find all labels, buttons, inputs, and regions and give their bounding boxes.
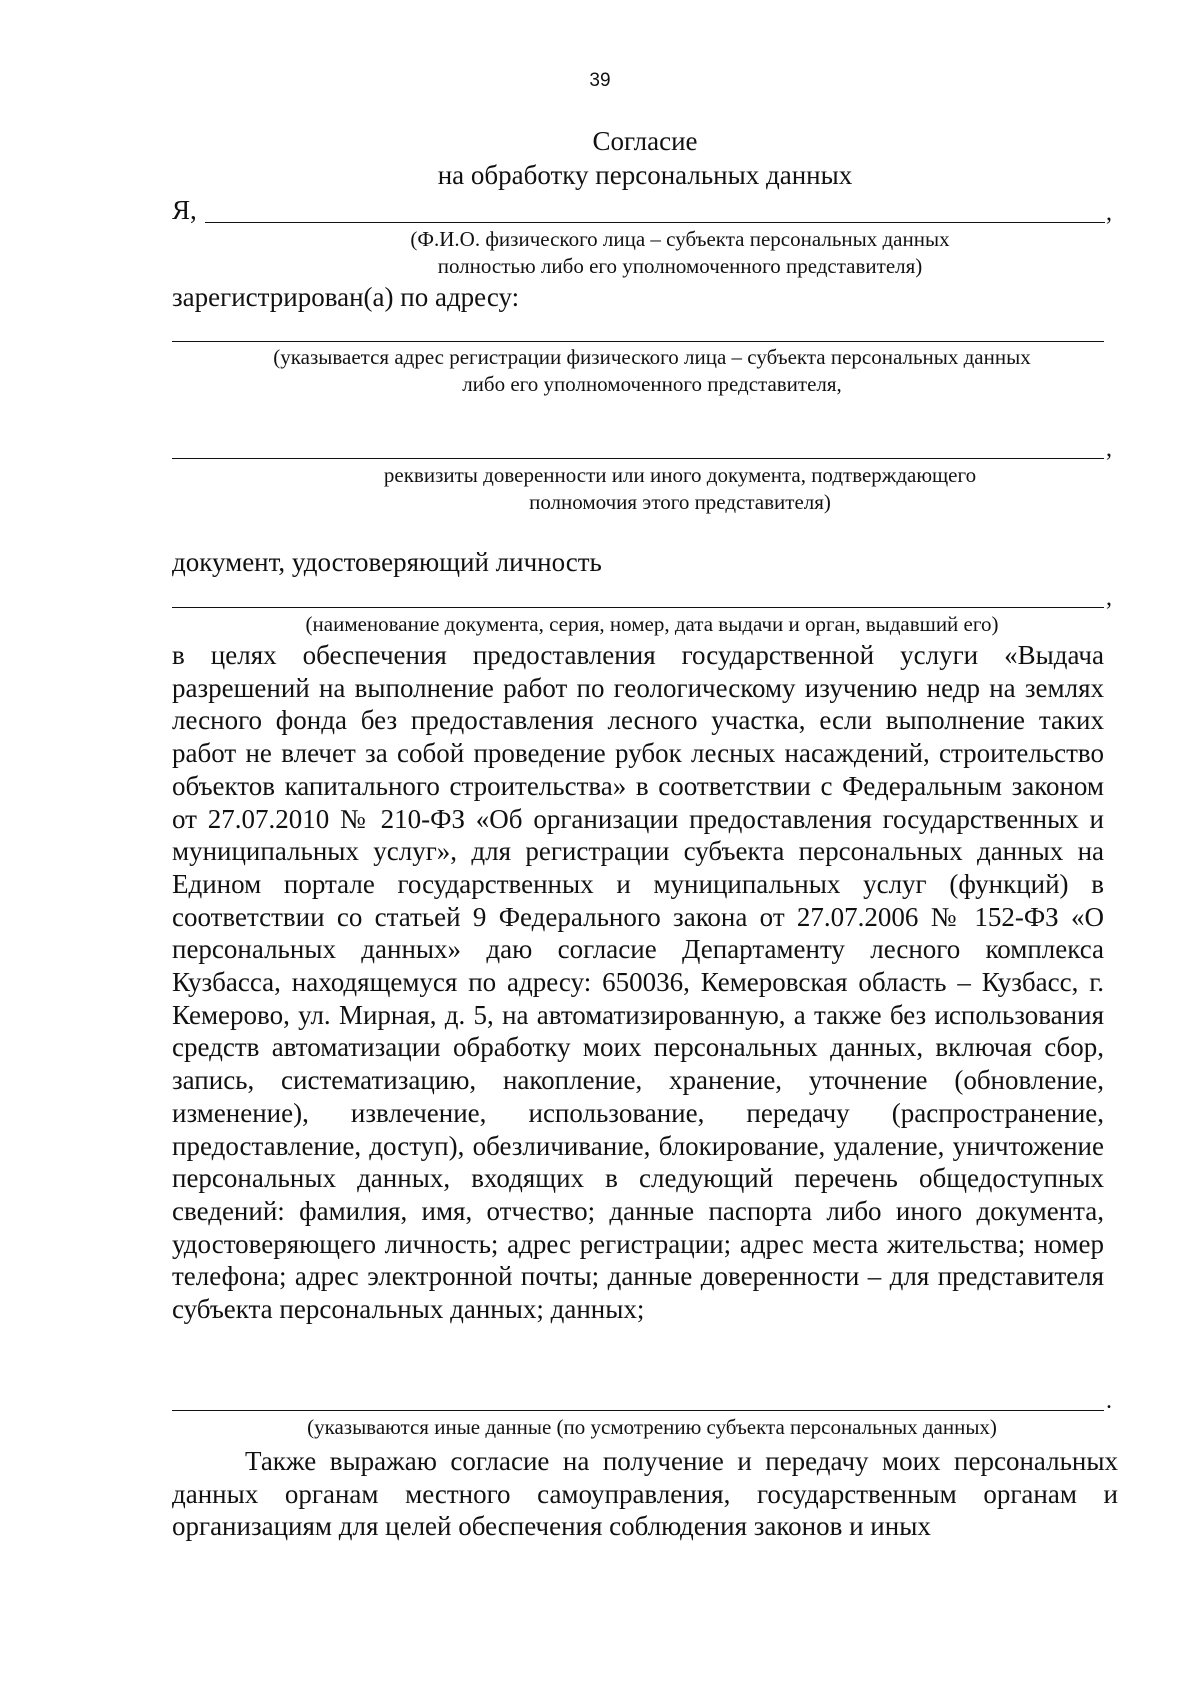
ya-prefix: Я, <box>172 195 197 225</box>
address-caption <box>172 344 1132 398</box>
power-caption-line1: реквизиты доверенности или иного документа, подтверждающего <box>383 463 977 487</box>
identity-fill-line[interactable] <box>172 607 1104 608</box>
document-subtitle: на обработку персональных данных <box>437 160 853 190</box>
consent-main-paragraph: в целях обеспечения предоставления государственной услуги «Выдача разрешений на выполнение работ по геологическому изучению недр на землях лесного фонда без предоставления лесного участка, если выполнение таких работ не влечет за собой проведение рубок лесных насаждений, строительство объектов капитального строительства» в соответствии с Федеральным законом от 27.07.2010 № 210-ФЗ «Об организации предоставления государственных и муниципальных услуг», для регистрации субъекта персональных данных на Едином портале государственных и муниципальных услуг (функций) в соответствии со статьей 9 Федерального закона от 27.07.2006 № 152-ФЗ «О персональных данных» даю согласие Департаменту лесного комплекса Кузбасса, находящемуся по адресу: 650036, Кемеровская область – Кузбасс, г. Кемерово, ул. Мирная, д. 5, на автоматизированную, а также без использования средств автоматизации обработку моих персональных данных, включая сбор, запись, систематизацию, накопление, хранение, уточнение (обновление, изменение), извлечение, использование, передачу (распространение, предоставление, доступ), обезличивание, блокирование, удаление, уничтожение персональных данных, входящих в следующий перечень общедоступных сведений: фамилия, имя, отчество; данные паспорта либо иного документа, удостоверяющего личность; адрес регистрации; адрес места жительства; номер телефона; адрес электронной почты; данные доверенности – для представителя субъекта персональных данных; данных; <box>172 640 1104 1325</box>
fio-fill-line[interactable] <box>205 222 1105 223</box>
power-caption-line2: полномочия этого представителя) <box>529 490 831 514</box>
page-number: 39 <box>589 70 611 91</box>
address-caption-line1: (указывается адрес регистрации физического лица – субъекта персональных данных <box>273 345 1031 369</box>
document-title: Согласие <box>592 126 698 156</box>
other-data-caption: (указываются иные данные (по усмотрению субъекта персональных данных) <box>307 1415 997 1439</box>
other-data-fill-line[interactable] <box>172 1410 1104 1411</box>
identity-document-label: документ, удостоверяющий личность <box>172 547 602 577</box>
power-line-comma: , <box>1106 436 1112 462</box>
address-fill-line[interactable] <box>172 341 1104 342</box>
power-of-attorney-fill-line[interactable] <box>172 458 1104 459</box>
registered-label: зарегистрирован(а) по адресу: <box>172 282 520 312</box>
fio-caption-line1: (Ф.И.О. физического лица – субъекта персональных данных <box>410 227 950 251</box>
power-caption <box>300 462 1060 516</box>
identity-line-comma: , <box>1106 585 1112 611</box>
other-data-line-period: . <box>1106 1388 1112 1414</box>
identity-caption: (наименование документа, серия, номер, дата выдачи и орган, выдавший его) <box>305 612 999 636</box>
address-caption-line2: либо его уполномоченного представителя, <box>462 372 842 396</box>
fio-line-comma: , <box>1106 200 1112 226</box>
fio-caption <box>300 226 1060 280</box>
fio-caption-line2: полностью либо его уполномоченного представителя) <box>437 254 923 278</box>
consent-final-paragraph: Также выражаю согласие на получение и передачу моих персональных данных органам местного самоуправления, государственным органам и организациям для целей обеспечения соблюдения законов и иных <box>172 1446 1118 1542</box>
